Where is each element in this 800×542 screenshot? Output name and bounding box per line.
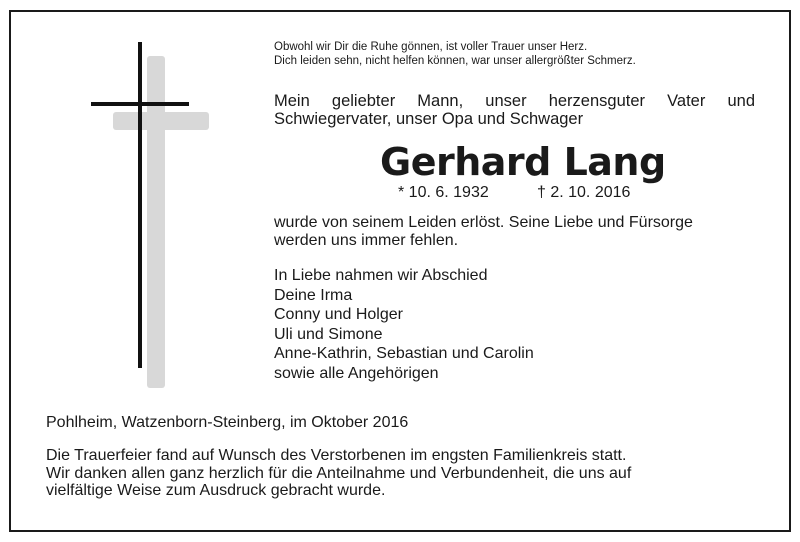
poem [274,40,636,68]
intro-line: Schwiegervater, unser Opa und Schwager [274,110,584,128]
cross-shadow-horizontal [113,112,209,130]
cross-vertical-beam [138,42,142,368]
poem-line: Dich leiden sehn, nicht helfen können, war unser allergrößter Schmerz. [274,55,636,67]
intro-line: Mein geliebter Mann, unser herzensguter Vater und [274,92,755,110]
release-line: wurde von seinem Leiden erlöst. Seine Liebe und Fürsorge [274,214,693,231]
deceased-name: Gerhard Lang [380,140,666,184]
cross-horizontal-beam [91,102,189,106]
family-line: Uli und Simone [274,325,383,343]
footer-line: vielfältige Weise zum Ausdruck gebracht wurde. [46,482,386,499]
family-list [274,266,534,384]
death-date: † 2. 10. 2016 [537,184,631,201]
family-line: In Liebe nahmen wir Abschied [274,267,488,284]
cross-icon [85,40,215,390]
footer-line: Wir danken allen ganz herzlich für die Anteilnahme und Verbundenheit, die uns auf [46,464,632,482]
family-line: Anne-Kathrin, Sebastian und Carolin [274,345,534,363]
footer-text [46,447,631,500]
family-line: Deine Irma [274,286,353,304]
poem-line: Obwohl wir Dir die Ruhe gönnen, ist voller Trauer unser Herz. [274,41,588,53]
release-text [274,214,693,250]
family-line: Conny und Holger [274,306,403,324]
footer-line: Die Trauerfeier fand auf Wunsch des Verstorbenen im engsten Familienkreis statt. [46,447,627,464]
family-line: sowie alle Angehörigen [274,364,439,382]
release-line: werden uns immer fehlen. [274,232,459,249]
birth-date: * 10. 6. 1932 [398,184,489,201]
place-date: Pohlheim, Watzenborn-Steinberg, im Oktober 2016 [46,414,409,431]
intro-text [274,92,755,128]
